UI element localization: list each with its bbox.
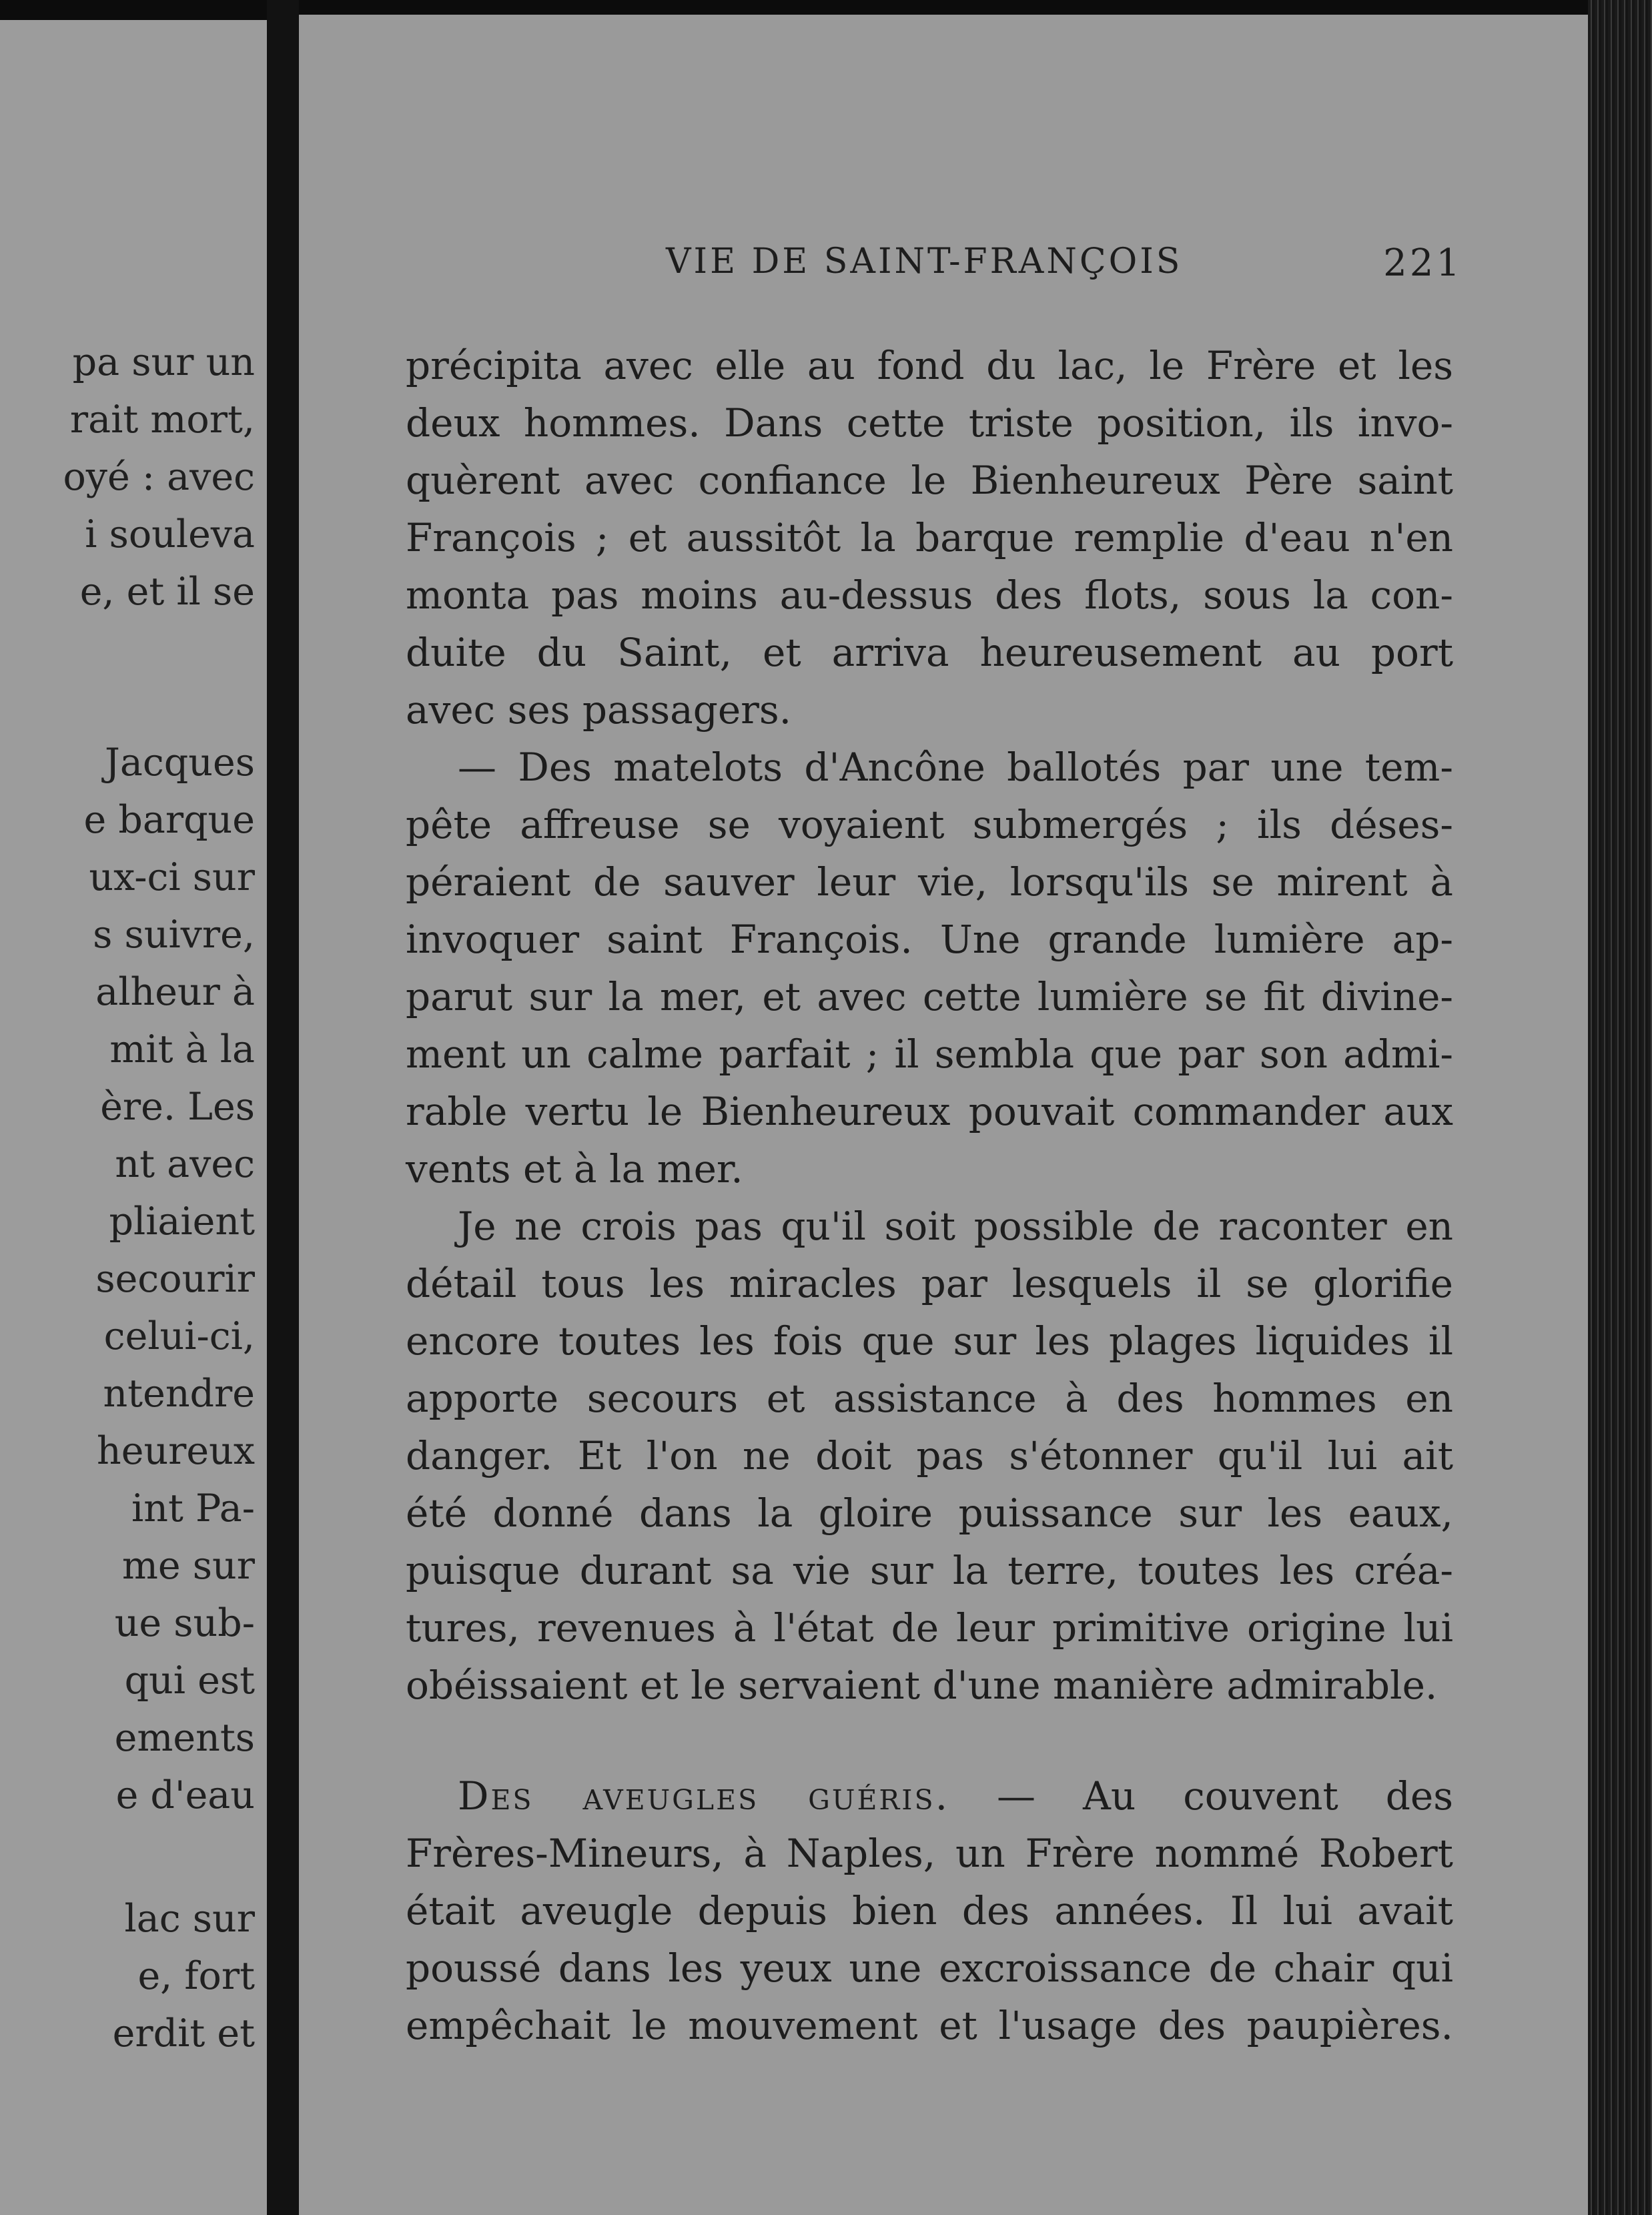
right-page bbox=[299, 15, 1627, 2215]
running-title: VIE DE SAINT-FRANÇOIS bbox=[666, 242, 1183, 282]
text-line: danger. Et l'on ne doit pas s'étonner qu'il lui ait bbox=[406, 1433, 1453, 1478]
text-line: rable vertu le Bienheureux pouvait commander aux bbox=[406, 1089, 1453, 1134]
left-text-fragment: int Pa- bbox=[131, 1486, 255, 1530]
left-text-fragment: celui-ci, bbox=[103, 1314, 255, 1358]
text-line: ment un calme parfait ; il sembla que par son admi- bbox=[406, 1031, 1453, 1077]
left-text-fragment: e d'eau bbox=[115, 1773, 255, 1817]
text-line: François ; et aussitôt la barque remplie d'eau n'en bbox=[406, 515, 1453, 560]
page-edges bbox=[1588, 0, 1652, 2215]
text-line: apporte secours et assistance à des hommes en bbox=[406, 1376, 1453, 1421]
text-line: tures, revenues à l'état de leur primitive origine lui bbox=[406, 1605, 1453, 1651]
text-line: précipita avec elle au fond du lac, le Frère et les bbox=[406, 343, 1453, 388]
text-line: monta pas moins au-dessus des flots, sous la con- bbox=[406, 572, 1453, 618]
book-gutter bbox=[267, 0, 299, 2215]
left-text-fragment: alheur à bbox=[95, 970, 255, 1014]
text-line: vents et à la mer. bbox=[406, 1146, 743, 1192]
left-text-fragment: secourir bbox=[95, 1257, 255, 1301]
section-opening-line bbox=[406, 1767, 1453, 1825]
left-text-fragment: ère. Les bbox=[100, 1085, 255, 1129]
text-line: invoquer saint François. Une grande lumière ap- bbox=[406, 917, 1453, 962]
section-heading: Des aveugles guéris. bbox=[458, 1773, 950, 1819]
left-text-fragment: heureux bbox=[97, 1429, 255, 1473]
left-text-fragment: ntendre bbox=[103, 1372, 255, 1416]
body-text bbox=[406, 337, 1453, 2054]
text-line: deux hommes. Dans cette triste position, ils invo- bbox=[406, 400, 1453, 446]
left-text-fragment: e, et il se bbox=[79, 570, 255, 614]
text-line: été donné dans la gloire puissance sur les eaux, bbox=[406, 1490, 1453, 1536]
left-text-fragment: Jacques bbox=[105, 741, 255, 785]
text-line: Je ne crois pas qu'il soit possible de raconter en bbox=[458, 1204, 1453, 1249]
text-line: était aveugle depuis bien des années. Il lui avait bbox=[406, 1888, 1453, 1933]
left-text-fragment: rait mort, bbox=[69, 398, 255, 442]
text-line: puisque durant sa vie sur la terre, toutes les créa- bbox=[406, 1548, 1453, 1593]
section-gap bbox=[406, 1714, 1453, 1767]
left-text-fragment: qui est bbox=[124, 1659, 255, 1703]
left-text-fragment: oyé : avec bbox=[63, 455, 255, 499]
left-text-fragment: nt avec bbox=[115, 1142, 255, 1186]
left-text-fragment: ux-ci sur bbox=[89, 855, 255, 899]
left-text-fragment: ue sub- bbox=[114, 1601, 255, 1645]
left-text-fragment: e, fort bbox=[137, 1954, 255, 1998]
text-line: encore toutes les fois que sur les plages liquides il bbox=[406, 1318, 1453, 1364]
text-line: obéissaient et le servaient d'une manière admirable. bbox=[406, 1663, 1438, 1708]
left-text-fragment: lac sur bbox=[124, 1897, 255, 1941]
text-line: pête affreuse se voyaient submergés ; ils déses- bbox=[406, 802, 1453, 847]
text-line: — Des matelots d'Ancône ballotés par une tem- bbox=[458, 745, 1453, 790]
left-text-fragment: s suivre, bbox=[93, 913, 255, 957]
left-text-fragment: ements bbox=[114, 1716, 255, 1760]
text-line: empêchait le mouvement et l'usage des paupières. bbox=[406, 2003, 1453, 2048]
left-text-fragment: me sur bbox=[121, 1544, 255, 1588]
left-page-fragment bbox=[0, 20, 267, 2215]
text-line: détail tous les miracles par lesquels il se glorifie bbox=[406, 1261, 1453, 1306]
page-number: 221 bbox=[1383, 242, 1463, 285]
running-head bbox=[299, 242, 1627, 295]
left-text-fragment: mit à la bbox=[109, 1027, 255, 1071]
text-line: péraient de sauver leur vie, lorsqu'ils se mirent à bbox=[406, 859, 1453, 905]
left-text-fragment: pa sur un bbox=[72, 340, 255, 384]
text-line: avec ses passagers. bbox=[406, 687, 792, 733]
left-text-fragment: pliaient bbox=[109, 1200, 255, 1244]
text-line: parut sur la mer, et avec cette lumière se fit divine- bbox=[406, 974, 1453, 1019]
left-text-fragment: e barque bbox=[83, 798, 255, 842]
text-line: quèrent avec confiance le Bienheureux Père saint bbox=[406, 458, 1453, 503]
left-text-fragment: erdit et bbox=[112, 2012, 255, 2056]
text-line: poussé dans les yeux une excroissance de chair qui bbox=[406, 1945, 1453, 1991]
text-line: Frères-Mineurs, à Naples, un Frère nommé Robert bbox=[406, 1831, 1453, 1876]
left-text-fragment: i souleva bbox=[85, 512, 255, 556]
text-line: duite du Saint, et arriva heureusement au port bbox=[406, 630, 1453, 675]
text-line-rest: — Au couvent des bbox=[949, 1773, 1453, 1819]
